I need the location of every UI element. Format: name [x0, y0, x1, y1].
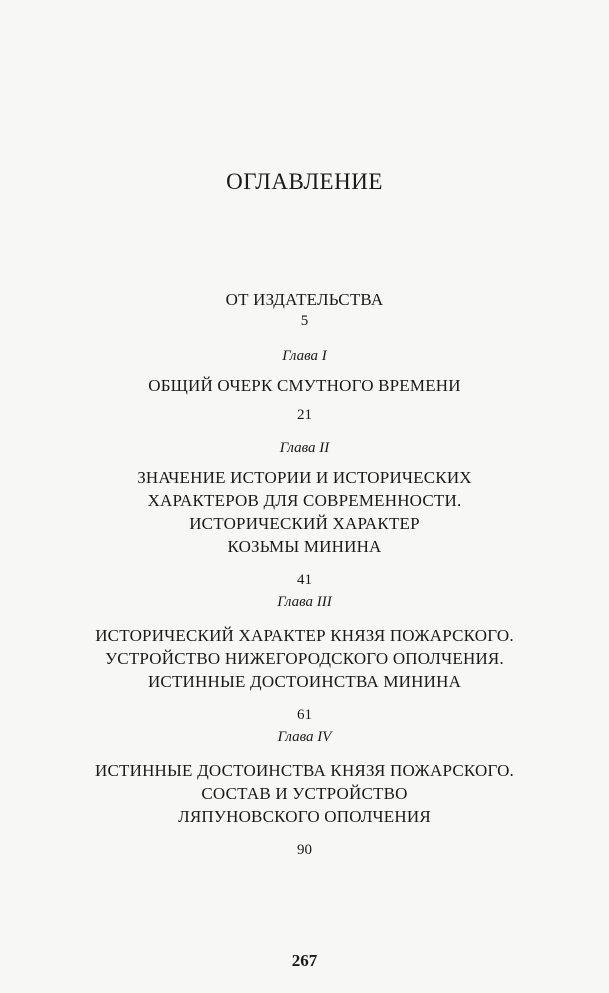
page-number: 267 — [291, 951, 318, 970]
toc-entry-chapter-4 — [0, 727, 609, 860]
entry-page-number: 21 — [297, 407, 312, 423]
chapter-label: Глава III — [277, 594, 332, 610]
entry-title: ОТ ИЗДАТЕЛЬСТВА — [225, 290, 384, 309]
entry-title-line: ИСТИННЫЕ ДОСТОИНСТВА МИНИНА — [147, 672, 462, 691]
entry-title-line: УСТРОЙСТВО НИЖЕГОРОДСКОГО ОПОЛЧЕНИЯ. — [105, 649, 504, 668]
entry-title-line: ИСТОРИЧЕСКИЙ ХАРАКТЕР — [189, 514, 420, 533]
entry-page-number: 5 — [300, 313, 309, 329]
chapter-label: Глава IV — [277, 729, 332, 745]
chapter-label: Глава I — [282, 348, 327, 364]
chapter-label: Глава II — [279, 440, 330, 456]
entry-title-line: ХАРАКТЕРОВ ДЛЯ СОВРЕМЕННОСТИ. — [147, 491, 462, 510]
entry-title-line: ИСТИННЫЕ ДОСТОИНСТВА КНЯЗЯ ПОЖАРСКОГО. — [95, 761, 514, 780]
entry-page-number: 41 — [297, 572, 312, 588]
toc-entry-chapter-2 — [0, 438, 609, 590]
toc-entry-foreword — [0, 288, 609, 331]
entry-title-line: ЛЯПУНОВСКОГО ОПОЛЧЕНИЯ — [178, 807, 431, 826]
entry-page-number: 61 — [297, 707, 312, 723]
toc-entry-chapter-1 — [0, 346, 609, 425]
entry-title-line: ЗНАЧЕНИЕ ИСТОРИИ И ИСТОРИЧЕСКИХ — [137, 468, 472, 487]
entry-title-line: СОСТАВ И УСТРОЙСТВО — [201, 784, 408, 803]
page-title: ОГЛАВЛЕНИЕ — [226, 169, 383, 194]
entry-title-line: КОЗЬМЫ МИНИНА — [227, 537, 382, 556]
toc-entry-chapter-3 — [0, 592, 609, 725]
entry-page-number: 90 — [297, 842, 312, 858]
entry-title: ОБЩИЙ ОЧЕРК СМУТНОГО ВРЕМЕНИ — [148, 376, 461, 395]
entry-title-line: ИСТОРИЧЕСКИЙ ХАРАКТЕР КНЯЗЯ ПОЖАРСКОГО. — [95, 626, 514, 645]
